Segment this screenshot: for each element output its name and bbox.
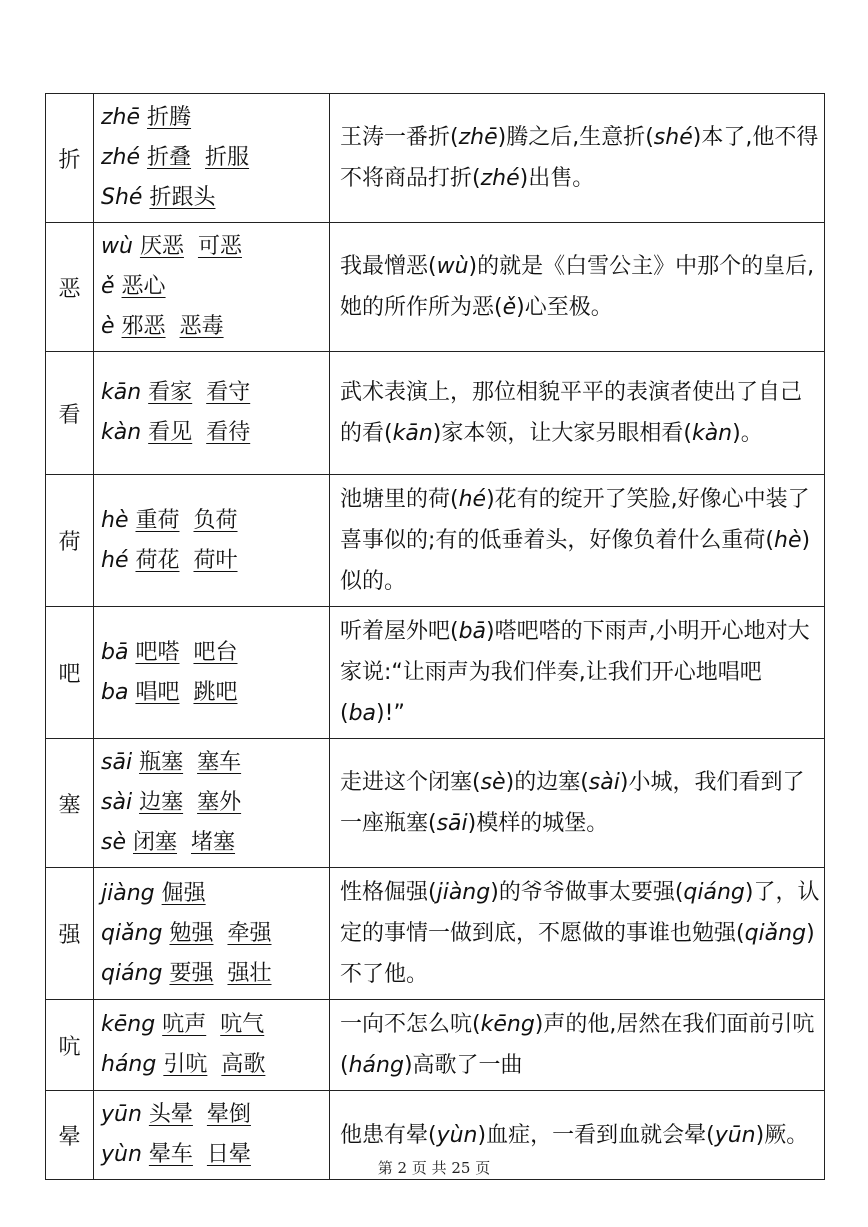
table-row	[46, 94, 825, 223]
inline-pinyin: sāi	[436, 811, 468, 836]
character-cell: 荷	[46, 475, 94, 607]
pinyin-label: yūn	[101, 1102, 142, 1127]
example-word: 堵塞	[191, 830, 236, 855]
reading-line	[101, 1005, 323, 1045]
pinyin-label: zhē	[101, 105, 141, 130]
inline-pinyin: háng	[348, 1053, 404, 1078]
pinyin-label: bā	[101, 639, 129, 665]
reading-line	[101, 783, 323, 823]
example-word: 恶心	[121, 274, 166, 299]
example-word: 晕车	[148, 1142, 193, 1167]
inline-pinyin: kēng	[480, 1012, 535, 1037]
character-cell: 晕	[46, 1091, 94, 1180]
example-word: 看待	[206, 420, 251, 445]
example-sentence-cell: 我最憎恶(wù)的就是《白雪公主》中那个的皇后,她的所作所为恶(ě)心至极。	[330, 223, 825, 352]
character-cell: 吧	[46, 607, 94, 739]
example-word: 勉强	[169, 920, 214, 946]
pinyin-label: zhé	[101, 145, 141, 170]
example-word: 荷叶	[193, 547, 238, 573]
inline-pinyin: qiáng	[683, 880, 745, 905]
example-sentence-cell: 走进这个闭塞(sè)的边塞(sài)小城，我们看到了一座瓶塞(sāi)模样的城堡。	[330, 739, 825, 868]
pinyin-label: qiǎng	[101, 920, 163, 946]
example-word: 日晕	[206, 1142, 251, 1167]
example-word: 荷花	[135, 547, 180, 573]
example-sentence-cell: 听着屋外吧(bā)嗒吧嗒的下雨声,小明开心地对大家说:“让雨声为我们伴奏,让我们开心地唱吧(ba)!”	[330, 607, 825, 739]
table-row	[46, 352, 825, 475]
example-word: 折服	[205, 145, 250, 170]
table-row	[46, 739, 825, 868]
character-cell: 恶	[46, 223, 94, 352]
page-footer: 第 2 页 共 25 页	[377, 1159, 491, 1177]
pinyin-label: ě	[101, 274, 115, 299]
example-word: 跳吧	[193, 679, 238, 705]
pinyin-label: hé	[101, 547, 129, 573]
reading-line	[101, 954, 323, 994]
example-sentence-cell: 他患有晕(yùn)血症，一看到血就会晕(yūn)厥。	[330, 1091, 825, 1180]
example-word: 要强	[169, 960, 214, 986]
table-row	[46, 607, 825, 739]
inline-pinyin: kān	[392, 421, 433, 446]
reading-line	[101, 178, 323, 218]
example-word: 厌恶	[139, 234, 184, 259]
example-word: 折跟头	[149, 185, 216, 210]
pinyin-label: sāi	[101, 750, 133, 775]
example-sentence-cell: 性格倔强(jiàng)的爷爷做事太要强(qiáng)了，认定的事情一做到底，不愿做的事谁也勉强(qiǎng)不了他。	[330, 868, 825, 1000]
example-word: 强壮	[227, 960, 272, 986]
pinyin-label: kēng	[101, 1012, 156, 1037]
reading-line	[101, 914, 323, 954]
table-row	[46, 475, 825, 607]
reading-line	[101, 633, 323, 673]
pinyin-label: sài	[101, 790, 133, 815]
example-word: 吧嗒	[135, 639, 180, 665]
example-word: 引吭	[163, 1052, 208, 1077]
pinyin-label: yùn	[101, 1142, 142, 1167]
inline-pinyin: yùn	[436, 1122, 478, 1148]
reading-line	[101, 307, 323, 347]
example-word: 倔强	[161, 880, 206, 906]
inline-pinyin: wù	[436, 254, 469, 279]
pinyin-label: qiáng	[101, 960, 163, 986]
reading-line	[101, 673, 323, 713]
pinyin-label: háng	[101, 1052, 157, 1077]
reading-line	[101, 1095, 323, 1135]
reading-line	[101, 227, 323, 267]
table-body	[46, 94, 825, 1180]
inline-pinyin: yūn	[714, 1122, 756, 1148]
example-word: 塞外	[197, 790, 242, 815]
example-word: 负荷	[193, 507, 238, 533]
example-word: 吧台	[193, 639, 238, 665]
inline-pinyin: zhé	[480, 166, 520, 191]
character-cell: 吭	[46, 1000, 94, 1091]
readings-cell	[94, 607, 330, 739]
example-word: 看守	[206, 380, 251, 405]
reading-line	[101, 874, 323, 914]
example-word: 邪恶	[121, 314, 166, 339]
inline-pinyin: hè	[774, 528, 802, 553]
inline-pinyin: bā	[458, 619, 487, 644]
character-cell: 折	[46, 94, 94, 223]
example-word: 恶毒	[179, 314, 224, 339]
pinyin-label: ba	[101, 679, 129, 705]
inline-pinyin: sài	[588, 770, 620, 795]
table-row	[46, 223, 825, 352]
pinyin-label: kàn	[101, 420, 142, 445]
pinyin-label: è	[101, 314, 115, 339]
readings-cell	[94, 94, 330, 223]
example-sentence-cell: 武术表演上，那位相貌平平的表演者使出了自己的看(kān)家本领，让大家另眼相看(kàn)。	[330, 352, 825, 475]
reading-line	[101, 413, 323, 453]
example-sentence-cell: 王涛一番折(zhē)腾之后,生意折(shé)本了,他不得不将商品打折(zhé)出售。	[330, 94, 825, 223]
polyphonic-character-table	[45, 93, 825, 1180]
inline-pinyin: hé	[458, 487, 487, 512]
readings-cell	[94, 868, 330, 1000]
example-word: 吭气	[220, 1012, 265, 1037]
readings-cell	[94, 1000, 330, 1091]
inline-pinyin: zhē	[458, 125, 498, 150]
example-word: 唱吧	[135, 679, 180, 705]
pinyin-label: sè	[101, 830, 126, 855]
example-word: 晕倒	[206, 1102, 251, 1127]
example-word: 头晕	[148, 1102, 193, 1127]
inline-pinyin: sè	[480, 770, 506, 795]
reading-line	[101, 541, 323, 581]
example-word: 可恶	[197, 234, 242, 259]
example-word: 看见	[148, 420, 193, 445]
example-word: 看家	[148, 380, 193, 405]
readings-cell	[94, 223, 330, 352]
readings-cell	[94, 475, 330, 607]
reading-line	[101, 373, 323, 413]
pinyin-label: kān	[101, 380, 142, 405]
reading-line	[101, 98, 323, 138]
inline-pinyin: qiǎng	[744, 921, 807, 946]
example-word: 吭声	[162, 1012, 207, 1037]
reading-line	[101, 1045, 323, 1085]
example-sentence-cell: 一向不怎么吭(kēng)声的他,居然在我们面前引吭(háng)高歌了一曲	[330, 1000, 825, 1091]
example-word: 重荷	[135, 507, 180, 533]
pinyin-label: wù	[101, 234, 133, 259]
pinyin-label: Shé	[101, 185, 143, 210]
character-cell: 看	[46, 352, 94, 475]
example-word: 边塞	[139, 790, 184, 815]
example-word: 折腾	[147, 105, 192, 130]
character-cell: 强	[46, 868, 94, 1000]
inline-pinyin: kàn	[691, 421, 733, 446]
example-word: 牵强	[227, 920, 272, 946]
reading-line	[101, 501, 323, 541]
example-word: 高歌	[221, 1052, 266, 1077]
example-word: 闭塞	[133, 830, 178, 855]
reading-line	[101, 138, 323, 178]
character-cell: 塞	[46, 739, 94, 868]
example-sentence-cell: 池塘里的荷(hé)花有的绽开了笑脸,好像心中装了喜事似的;有的低垂着头，好像负着什么重荷(hè)似的。	[330, 475, 825, 607]
reading-line	[101, 823, 323, 863]
reading-line	[101, 267, 323, 307]
example-word: 塞车	[197, 750, 242, 775]
inline-pinyin: ě	[502, 295, 517, 320]
readings-cell	[94, 739, 330, 868]
reading-line	[101, 743, 323, 783]
inline-pinyin: shé	[653, 125, 693, 150]
inline-pinyin: jiàng	[436, 880, 491, 905]
example-word: 瓶塞	[139, 750, 184, 775]
inline-pinyin: ba	[348, 701, 377, 726]
pinyin-label: hè	[101, 507, 129, 533]
example-word: 折叠	[147, 145, 192, 170]
table-row	[46, 1000, 825, 1091]
readings-cell	[94, 352, 330, 475]
pinyin-label: jiàng	[101, 880, 155, 906]
table-row	[46, 868, 825, 1000]
